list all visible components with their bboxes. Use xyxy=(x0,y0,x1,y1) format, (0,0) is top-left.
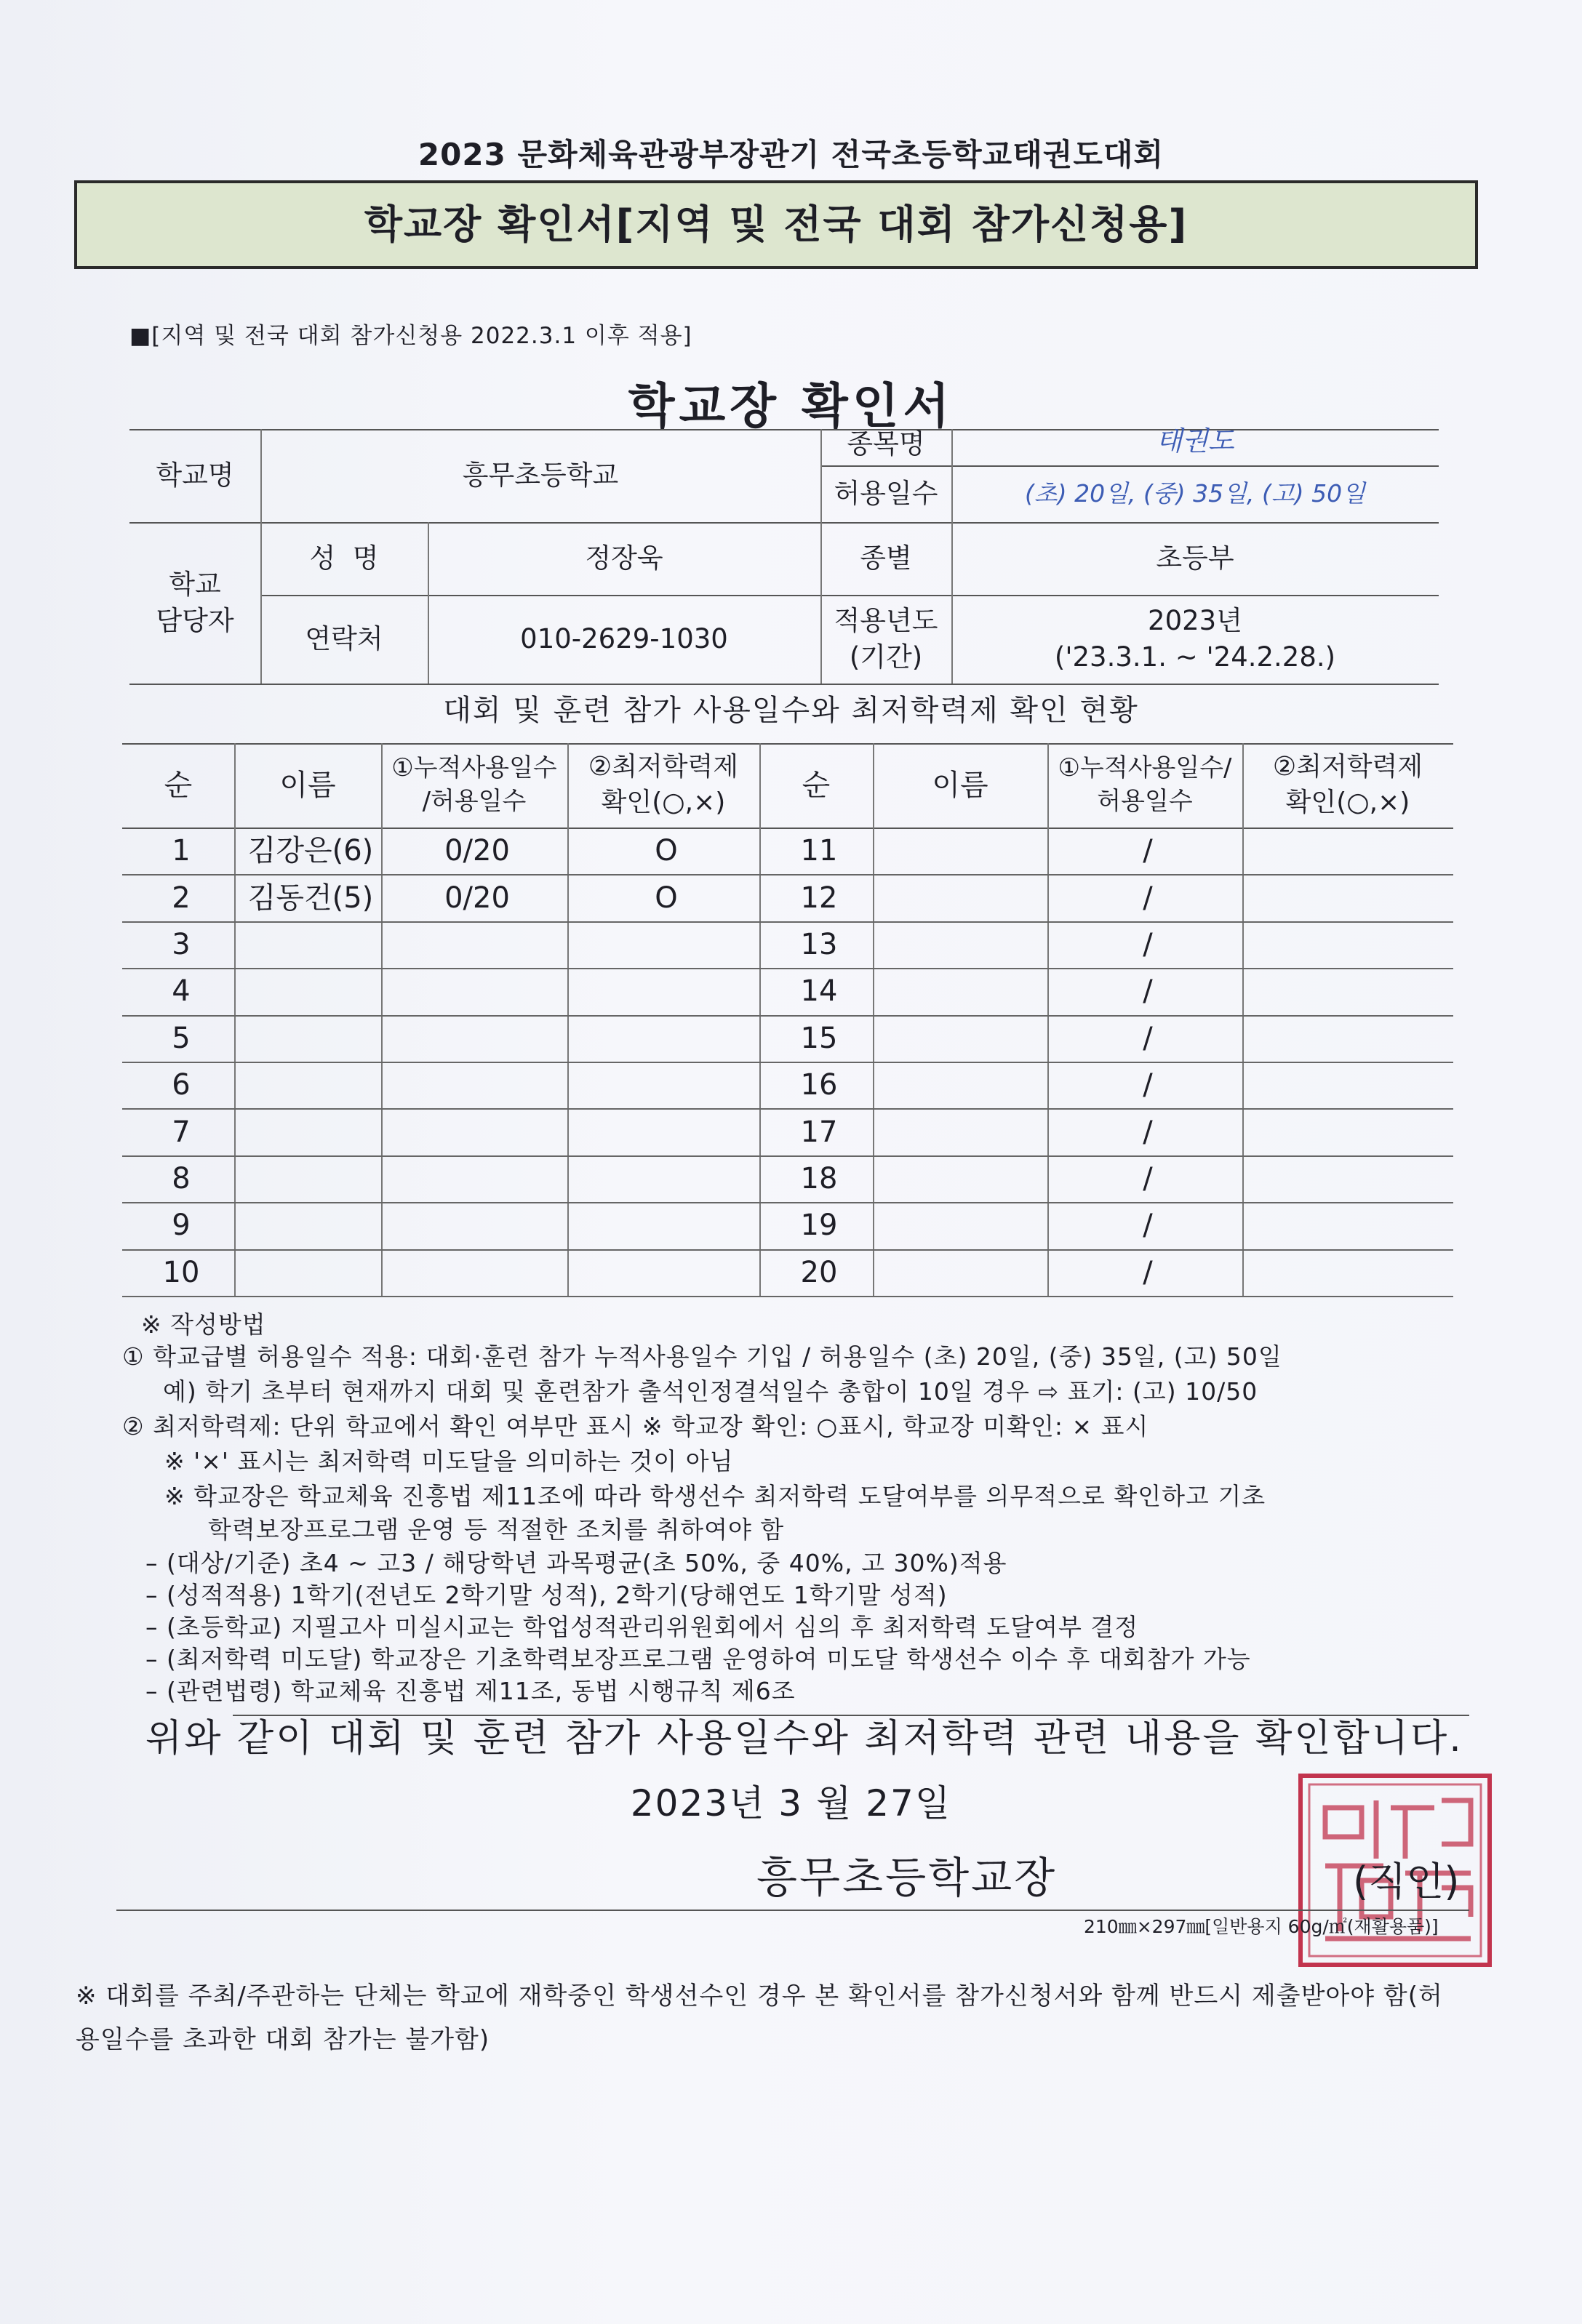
method-line: – (관련법령) 학교체육 진흥법 제11조, 동법 시행규칙 제6조 xyxy=(145,1677,796,1705)
row-no: 8 xyxy=(172,1161,191,1195)
row-days xyxy=(387,1015,567,1062)
row-name xyxy=(240,1062,381,1108)
row-days xyxy=(387,1062,567,1108)
days-value: (초) 20일, (중) 35일, (고) 50일 xyxy=(1025,478,1365,508)
name-label: 성 명 xyxy=(309,542,379,574)
row-check xyxy=(1248,1202,1453,1249)
row-days xyxy=(387,1202,567,1249)
row-no: 2 xyxy=(172,881,191,915)
row-check xyxy=(573,1155,759,1202)
row-check xyxy=(573,968,759,1014)
row-name xyxy=(879,874,1047,921)
year-value: 2023년 ('23.3.1. ~ '24.2.28.) xyxy=(1054,605,1336,673)
table-caption: 대회 및 훈련 참가 사용일수와 최저학력제 확인 현황 xyxy=(443,694,1139,727)
row-name xyxy=(879,1062,1047,1108)
applicability-notice: ■[지역 및 전국 대회 참가신청용 2022.3.1 이후 적용] xyxy=(129,323,692,349)
row-check xyxy=(1248,1015,1453,1062)
row-no: 7 xyxy=(172,1115,191,1149)
row-days: / xyxy=(1143,1255,1153,1289)
form-title: 학교장 확인서 xyxy=(628,378,954,434)
footer-divider xyxy=(116,1910,1469,1911)
row-days: / xyxy=(1143,927,1153,961)
row-name xyxy=(879,1155,1047,1202)
row-no: 4 xyxy=(172,974,191,1009)
staff-label: 학교 담당자 xyxy=(156,569,234,636)
school-value: 흥무초등학교 xyxy=(462,460,619,492)
method-line: – (최저학력 미도달) 학교장은 기초학력보장프로그램 운영하여 미도달 학생선수 이수 후 대회참가 가능 xyxy=(145,1645,1251,1673)
row-name xyxy=(240,1108,381,1155)
row-check xyxy=(1248,874,1453,921)
row-name: 김강은(6) xyxy=(247,834,374,868)
row-days xyxy=(387,1108,567,1155)
header-order: 순 xyxy=(164,769,193,802)
row-days xyxy=(387,968,567,1014)
row-days: / xyxy=(1143,1068,1153,1102)
row-no: 18 xyxy=(800,1161,838,1195)
row-no: 3 xyxy=(172,927,191,961)
row-no: 19 xyxy=(800,1209,838,1243)
row-no: 14 xyxy=(800,974,838,1009)
row-days: 0/20 xyxy=(444,834,510,868)
row-name xyxy=(240,921,381,968)
method-line: 예) 학기 초부터 현재까지 대회 및 훈련참가 출석인정결석일수 총합이 10일 경우 ⇨ 표기: (고) 10/50 xyxy=(163,1377,1258,1406)
header-name-2: 이름 xyxy=(932,769,988,802)
contact-value: 010-2629-1030 xyxy=(520,623,728,655)
row-check xyxy=(573,1062,759,1108)
issue-date: 2023년 3 월 27일 xyxy=(630,1782,952,1824)
confirmation-statement: 위와 같이 대회 및 훈련 참가 사용일수와 최저학력 관련 내용을 확인합니다. xyxy=(145,1717,1463,1760)
row-days: / xyxy=(1143,1209,1153,1243)
method-line: ① 학교급별 허용일수 적용: 대회·훈련 참가 누적사용일수 기입 / 허용일수 (초) 20일, (중) 35일, (고) 50일 xyxy=(122,1342,1282,1371)
row-check xyxy=(573,921,759,968)
event-title: 2023 문화체육관광부장관기 전국초등학교태권도대회 xyxy=(418,137,1164,172)
sport-label: 종목명 xyxy=(847,428,925,460)
row-check xyxy=(573,1249,759,1296)
row-name xyxy=(240,1249,381,1296)
row-name xyxy=(240,1015,381,1062)
row-no: 9 xyxy=(172,1209,191,1243)
method-line: ※ '×' 표시는 최저학력 미도달을 의미하는 것이 아님 xyxy=(164,1447,734,1475)
row-check xyxy=(1248,1108,1453,1155)
row-check xyxy=(1248,921,1453,968)
sport-value: 태권도 xyxy=(1156,425,1234,457)
row-days: 0/20 xyxy=(444,881,510,915)
row-days: / xyxy=(1143,1161,1153,1195)
row-days xyxy=(387,1155,567,1202)
row-no: 20 xyxy=(800,1255,838,1289)
header-name: 이름 xyxy=(279,769,336,802)
row-check xyxy=(573,1108,759,1155)
method-line: – (초등학교) 지필고사 미실시교는 학업성적관리위원회에서 심의 후 최저학력 도달여부 결정 xyxy=(145,1613,1139,1641)
row-name xyxy=(240,1202,381,1249)
row-no: 15 xyxy=(800,1021,838,1055)
row-no: 1 xyxy=(172,834,191,868)
row-check: O xyxy=(655,881,678,915)
row-name xyxy=(240,968,381,1014)
row-no: 16 xyxy=(800,1068,838,1102)
row-name xyxy=(879,968,1047,1014)
table-row-line xyxy=(122,1296,1453,1297)
seal-label: (직인) xyxy=(1353,1859,1460,1904)
row-name xyxy=(879,1108,1047,1155)
row-name xyxy=(240,1155,381,1202)
row-days: / xyxy=(1143,881,1153,915)
row-no: 6 xyxy=(172,1068,191,1102)
row-days: / xyxy=(1143,1115,1153,1149)
row-no: 5 xyxy=(172,1021,191,1055)
header-check: ②최저학력제 확인(○,×) xyxy=(588,752,739,817)
header-days: ①누적사용일수 /허용일수 xyxy=(391,753,557,816)
row-no: 10 xyxy=(162,1255,200,1289)
row-check xyxy=(573,1202,759,1249)
method-heading: ※ 작성방법 xyxy=(141,1310,266,1339)
year-label: 적용년도 (기간) xyxy=(834,605,938,673)
row-check xyxy=(1248,1155,1453,1202)
row-name xyxy=(879,828,1047,874)
submission-note: ※ 대회를 주최/주관하는 단체는 학교에 재학중인 학생선수인 경우 본 확인서를 참가신청서와 함께 반드시 제출받아야 함(허 용일수를 초과한 대회 참가는 불가함) xyxy=(76,1982,1443,2054)
name-value: 정장욱 xyxy=(585,542,663,574)
row-name xyxy=(879,1249,1047,1296)
header-check-2: ②최저학력제 확인(○,×) xyxy=(1272,752,1423,817)
row-days xyxy=(387,921,567,968)
row-days: / xyxy=(1143,834,1153,868)
row-name xyxy=(879,1202,1047,1249)
header-order-2: 순 xyxy=(802,769,831,802)
row-no: 12 xyxy=(800,881,838,915)
row-check xyxy=(1248,1062,1453,1108)
row-no: 11 xyxy=(800,834,838,868)
row-check xyxy=(1248,968,1453,1014)
row-days: / xyxy=(1143,1021,1153,1055)
row-no: 17 xyxy=(800,1115,838,1149)
row-name: 김동건(5) xyxy=(247,881,374,915)
division-value: 초등부 xyxy=(1156,542,1234,574)
form-box-title: 학교장 확인서[지역 및 전국 대회 참가신청용] xyxy=(74,180,1478,269)
method-line: – (성적적용) 1학기(전년도 2학기말 성적), 2학기(당해연도 1학기말 성적) xyxy=(145,1581,948,1609)
row-days: / xyxy=(1143,974,1153,1009)
method-line: ※ 학교장은 학교체육 진흥법 제11조에 따라 학생선수 최저학력 도달여부를 의무적으로 확인하고 기초 xyxy=(164,1482,1266,1510)
principal-title: 흥무초등학교장 xyxy=(756,1853,1058,1902)
row-check xyxy=(1248,1249,1453,1296)
row-check: O xyxy=(655,834,678,868)
info-bottom-line xyxy=(129,684,1439,685)
paper-spec: 210㎜×297㎜[일반용지 60g/㎡(재활용품)] xyxy=(1084,1916,1439,1937)
row-name xyxy=(879,1015,1047,1062)
row-name xyxy=(879,921,1047,968)
header-days-2: ①누적사용일수/ 허용일수 xyxy=(1058,753,1232,816)
method-line: – (대상/기준) 초4 ~ 고3 / 해당학년 과목평균(초 50%, 중 40%, 고 30%)적용 xyxy=(145,1549,1007,1577)
days-label: 허용일수 xyxy=(834,478,938,510)
row-days xyxy=(387,1249,567,1296)
contact-label: 연락처 xyxy=(305,623,383,655)
school-label: 학교명 xyxy=(156,460,234,492)
method-line: 학력보장프로그램 운영 등 적절한 조치를 취하여야 함 xyxy=(208,1515,785,1544)
division-label: 종별 xyxy=(860,542,912,574)
row-check xyxy=(573,1015,759,1062)
row-no: 13 xyxy=(800,927,838,961)
row-check xyxy=(1248,828,1453,874)
method-line: ② 최저학력제: 단위 학교에서 확인 여부만 표시 ※ 학교장 확인: ○표시, 학교장 미확인: × 표시 xyxy=(122,1412,1149,1441)
